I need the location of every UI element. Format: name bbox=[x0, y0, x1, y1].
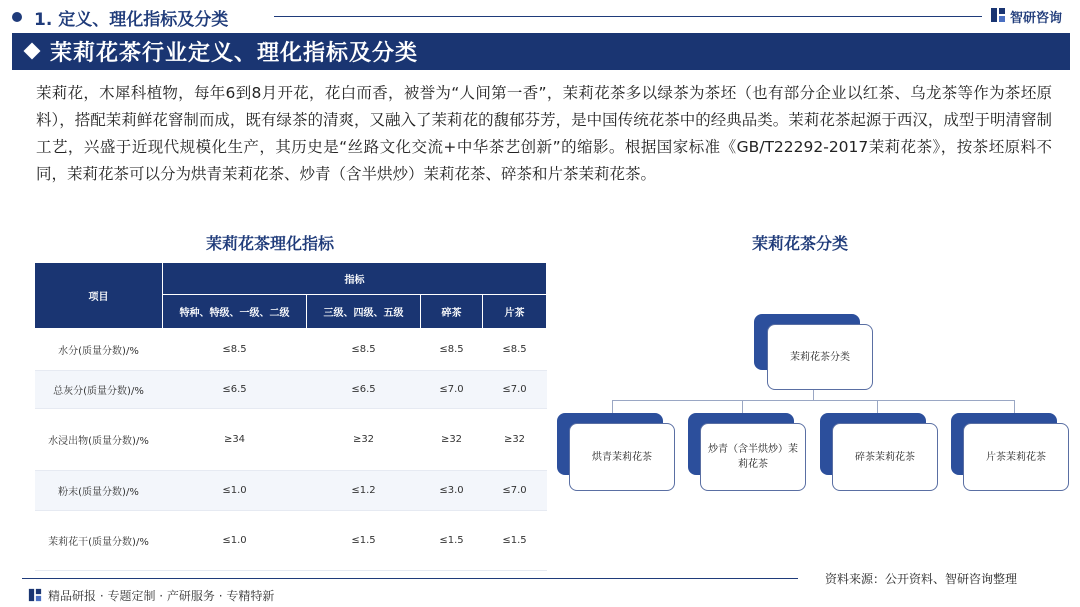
child-node-hongqing: 烘青茉莉花茶 bbox=[569, 423, 675, 491]
table-row bbox=[35, 511, 547, 571]
table-cell: ≤1.5 bbox=[483, 511, 547, 571]
header-divider bbox=[274, 16, 982, 17]
table-cell: ≤1.5 bbox=[307, 511, 421, 571]
table-cell: ≤1.0 bbox=[163, 511, 307, 571]
table-cell: ≤6.5 bbox=[163, 371, 307, 409]
page-title: 茉莉花茶行业定义、理化指标及分类 bbox=[50, 41, 419, 66]
connector-line bbox=[612, 400, 613, 413]
connector-line bbox=[877, 400, 878, 413]
table-cell: ≤8.5 bbox=[483, 329, 547, 371]
source-note: 资料来源：公开资料、智研咨询整理 bbox=[825, 572, 1018, 586]
table-cell: ≥34 bbox=[163, 409, 307, 471]
classification-title: 茉莉花茶分类 bbox=[752, 234, 849, 253]
table-cell: ≤7.0 bbox=[483, 371, 547, 409]
table-row bbox=[35, 329, 547, 371]
header-item: 项目 bbox=[35, 263, 163, 329]
child-node-chaoqing: 炒青（含半烘炒）茉莉花茶 bbox=[700, 423, 806, 491]
table-cell: ≥32 bbox=[421, 409, 483, 471]
root-node: 茉莉花茶分类 bbox=[767, 324, 873, 390]
column-header: 片茶 bbox=[483, 295, 547, 329]
table-row bbox=[35, 409, 547, 471]
bullet-dot-icon bbox=[12, 12, 22, 22]
logo-text: 智研咨询 bbox=[1010, 11, 1063, 26]
child-node-suicha: 碎茶茉莉花茶 bbox=[832, 423, 938, 491]
footer-divider bbox=[22, 578, 798, 579]
table-cell: ≤3.0 bbox=[421, 471, 483, 511]
table-cell: ≤8.5 bbox=[421, 329, 483, 371]
column-header: 特种、特级、一级、二级 bbox=[163, 295, 307, 329]
table-title: 茉莉花茶理化指标 bbox=[206, 234, 335, 253]
table-row bbox=[35, 371, 547, 409]
table-cell: ≤6.5 bbox=[307, 371, 421, 409]
table-row bbox=[35, 471, 547, 511]
indicator-table bbox=[34, 262, 547, 571]
table-cell: ≤7.0 bbox=[483, 471, 547, 511]
footer-logo-icon bbox=[28, 588, 42, 602]
child-node-piancha: 片茶茉莉花茶 bbox=[963, 423, 1069, 491]
row-label: 水分(质量分数)/% bbox=[35, 329, 163, 371]
connector-line bbox=[742, 400, 743, 413]
title-banner bbox=[12, 33, 1070, 70]
logo-mark-icon bbox=[990, 7, 1006, 23]
section-header bbox=[12, 5, 1072, 30]
header-group: 指标 bbox=[163, 263, 547, 295]
table-cell: ≤8.5 bbox=[307, 329, 421, 371]
column-header: 碎茶 bbox=[421, 295, 483, 329]
table-cell: ≤1.0 bbox=[163, 471, 307, 511]
table-cell: ≥32 bbox=[307, 409, 421, 471]
row-label: 水浸出物(质量分数)/% bbox=[35, 409, 163, 471]
row-label: 粉末(质量分数)/% bbox=[35, 471, 163, 511]
column-header: 三级、四级、五级 bbox=[307, 295, 421, 329]
row-label: 茉莉花干(质量分数)/% bbox=[35, 511, 163, 571]
footer-tagline: 精品研报 · 专题定制 · 产研服务 · 专精特新 bbox=[48, 589, 275, 603]
table-cell: ≤1.5 bbox=[421, 511, 483, 571]
row-label: 总灰分(质量分数)/% bbox=[35, 371, 163, 409]
section-title: 1. 定义、理化指标及分类 bbox=[34, 10, 229, 30]
table-cell: ≤1.2 bbox=[307, 471, 421, 511]
diamond-icon bbox=[24, 43, 41, 60]
table-cell: ≤8.5 bbox=[163, 329, 307, 371]
connector-line bbox=[612, 400, 1015, 401]
table-cell: ≥32 bbox=[483, 409, 547, 471]
connector-line bbox=[1014, 400, 1015, 413]
table-cell: ≤7.0 bbox=[421, 371, 483, 409]
intro-paragraph: 茉莉花，木犀科植物，每年6到8月开花，花白而香，被誉为“人间第一香”，茉莉花茶多以绿茶为茶坯（也有部分企业以红茶、乌龙茶等作为茶坯原料），搭配茉莉鲜花窨制而成，既有绿茶的清爽，又融入了茉莉花的馥郁芬芳，是中国传统花茶中的经典品类。茉莉花茶起源于西汉，成型于明清窨制工艺，兴盛于近现代规模化生产，其历史是“丝路文化交流+中华茶艺创新”的缩影。根据国家标准《GB/T22292-2017茉莉花茶》，按茶坯原料不同，茉莉花茶可以分为烘青茉莉花茶、炒青（含半烘炒）茉莉花茶、碎茶和片茶茉莉花茶。 bbox=[36, 84, 1052, 183]
